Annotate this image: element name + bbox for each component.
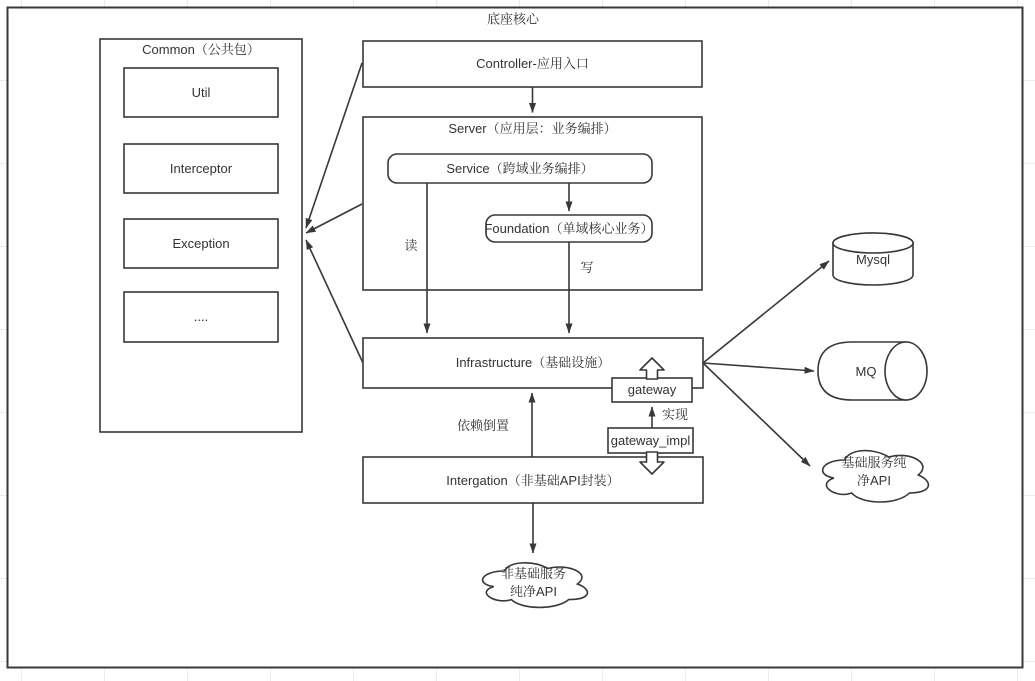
gateway-label: gateway <box>627 382 677 397</box>
mq-cylinder[interactable] <box>818 342 927 400</box>
implement-label: 实现 <box>661 407 689 422</box>
diagram-title: 底座核心 <box>486 11 540 27</box>
foundation-label: Foundation（单域核心业务） <box>484 221 654 236</box>
service-label: Service（跨域业务编排） <box>446 161 594 176</box>
non-base-api-cloud-label-line2: 纯净API <box>510 584 557 599</box>
common-item-util-label: Util <box>191 85 211 100</box>
mysql-cylinder-top[interactable] <box>833 233 913 253</box>
mq-cylinder-end[interactable] <box>885 342 927 400</box>
base-api-cloud-label-line1: 基础服务纯 <box>841 455 907 470</box>
intergation-label: Intergation（非基础API封装） <box>446 473 620 488</box>
common-item-interceptor-label: Interceptor <box>169 161 233 176</box>
mysql-label: Mysql <box>856 252 890 267</box>
mq-label: MQ <box>855 364 877 379</box>
server-box[interactable] <box>363 117 702 290</box>
common-item-more-label: .... <box>193 309 209 324</box>
common-title: Common（公共包） <box>142 42 260 57</box>
mysql-cylinder[interactable] <box>833 233 913 285</box>
infrastructure-label: Infrastructure（基础设施） <box>455 355 611 370</box>
controller-label: Controller-应用入口 <box>476 56 589 71</box>
dependency-inversion-label: 依赖倒置 <box>456 418 510 433</box>
common-package[interactable] <box>100 39 302 432</box>
base-api-cloud-label-line2: 净API <box>857 473 891 488</box>
write-label: 写 <box>580 260 594 275</box>
read-label: 读 <box>404 238 418 253</box>
server-title: Server（应用层：业务编排） <box>448 121 617 136</box>
common-item-exception-label: Exception <box>172 236 230 251</box>
gateway-impl-label: gateway_impl <box>610 433 691 448</box>
non-base-api-cloud-label-line1: 非基础服务 <box>500 566 567 581</box>
